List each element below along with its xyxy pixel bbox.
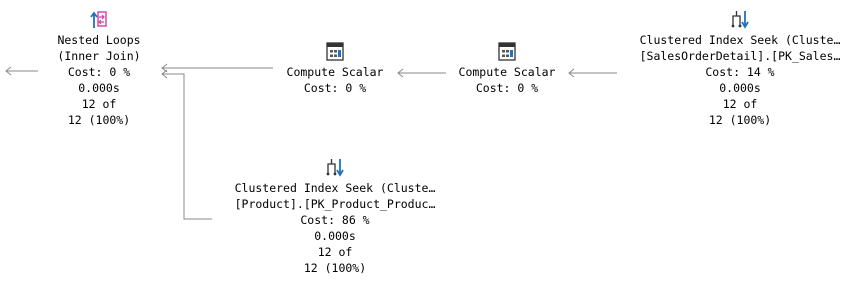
node-object: [Product].[PK_Product_Produc… (234, 197, 436, 211)
node-rows-pct: 12 (100%) (303, 261, 367, 275)
node-cost: Cost: 0 % (67, 65, 131, 79)
node-title: Nested Loops (57, 33, 141, 47)
node-cost: Cost: 14 % (705, 65, 775, 79)
arrow-compute-to-loops (162, 64, 273, 72)
node-time: 0.000s (314, 229, 356, 243)
arrow-product-seek-to-loops (162, 70, 212, 219)
arrow-seek-to-compute2 (569, 69, 617, 77)
arrow-compute2-to-compute1 (398, 69, 446, 77)
node-title: Compute Scalar (286, 65, 384, 79)
clustered-index-seek-node-product[interactable] (214, 156, 456, 276)
node-subtitle: (Inner Join) (57, 49, 141, 63)
node-rows: 12 of (317, 245, 353, 259)
clustered-index-seek-icon (325, 156, 345, 178)
output-arrow (6, 67, 38, 75)
nested-loops-icon (89, 8, 109, 30)
node-cost: Cost: 0 % (475, 81, 539, 95)
nested-loops-node[interactable] (40, 8, 158, 128)
node-title: Clustered Index Seek (Cluste… (639, 33, 841, 47)
compute-scalar-icon (325, 40, 345, 62)
node-time: 0.000s (78, 81, 120, 95)
node-cost: Cost: 0 % (303, 81, 367, 95)
node-cost: Cost: 86 % (300, 213, 370, 227)
clustered-index-seek-icon (730, 8, 750, 30)
compute-scalar-icon (497, 40, 517, 62)
compute-scalar-node-2[interactable] (447, 40, 567, 96)
node-rows: 12 of (722, 97, 758, 111)
node-rows: 12 of (81, 97, 117, 111)
node-rows-pct: 12 (100%) (708, 113, 772, 127)
node-time: 0.000s (719, 81, 761, 95)
node-title: Clustered Index Seek (Cluste… (234, 181, 436, 195)
node-object: [SalesOrderDetail].[PK_Sales… (639, 49, 841, 63)
compute-scalar-node-1[interactable] (275, 40, 395, 96)
clustered-index-seek-node-sales[interactable] (619, 8, 861, 128)
node-title: Compute Scalar (458, 65, 556, 79)
node-rows-pct: 12 (100%) (67, 113, 131, 127)
